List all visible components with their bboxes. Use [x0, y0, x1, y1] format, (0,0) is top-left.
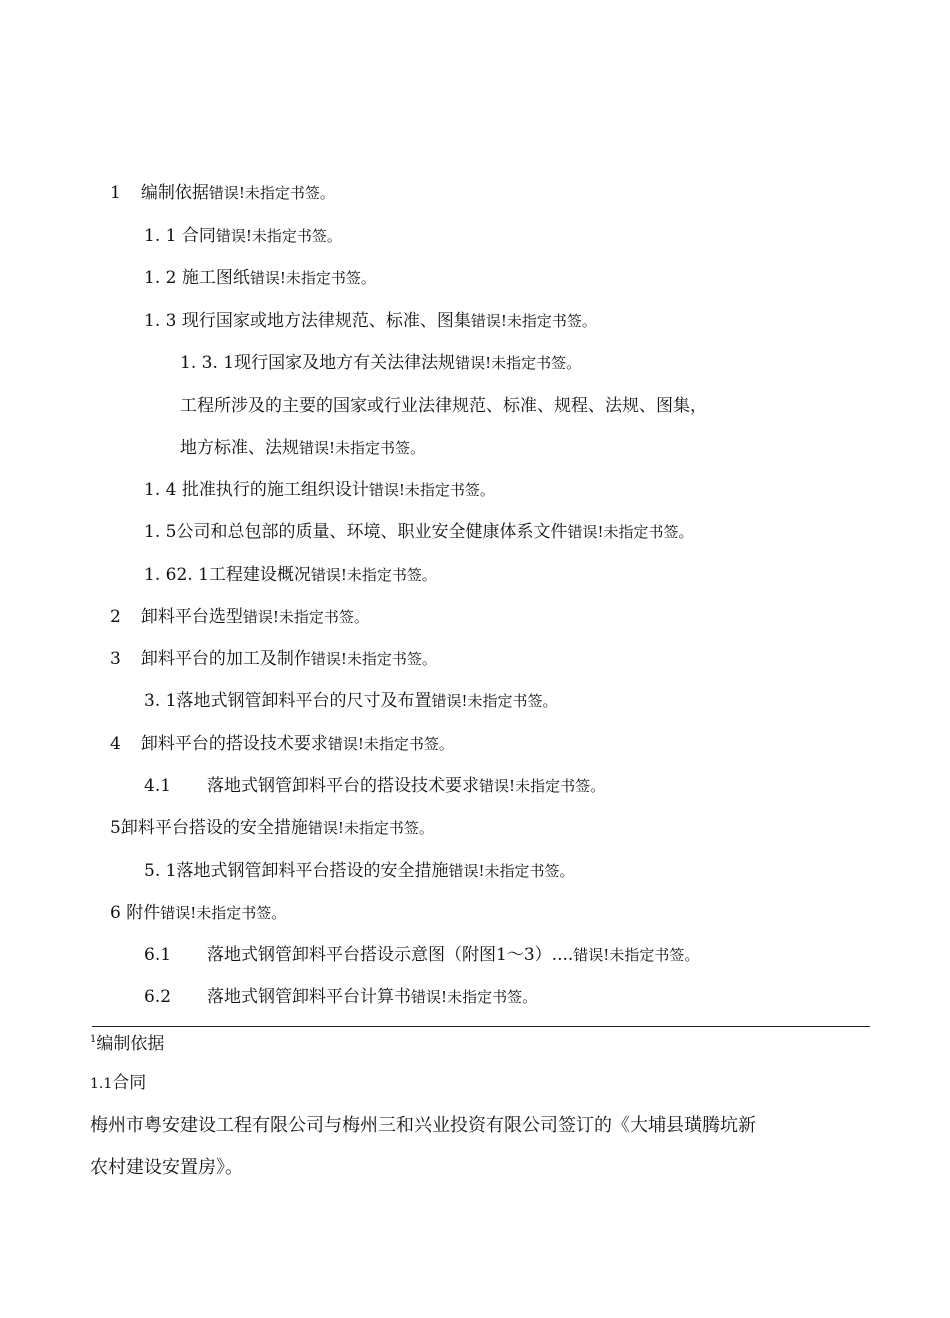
toc-entry-5[interactable]: 5卸料平台搭设的安全措施错误!未指定书签。 [110, 818, 434, 838]
divider [92, 1026, 870, 1027]
toc-entry-1-5[interactable]: 1. 5公司和总包部的质量、环境、职业安全健康体系文件错误!未指定书签。 [144, 522, 694, 542]
toc-entry-1[interactable]: 1 编制依据错误!未指定书签。 [110, 183, 335, 203]
toc-entry-4-1[interactable]: 4.1 落地式钢管卸料平台的搭设技术要求错误!未指定书签。 [144, 776, 606, 796]
section-heading-1-1: 1.1合同 [90, 1073, 147, 1093]
toc-entry-3[interactable]: 3 卸料平台的加工及制作错误!未指定书签。 [110, 649, 437, 669]
section-heading-1: $^1$编制依据 [90, 1034, 165, 1054]
toc-entry-1-3-1[interactable]: 1. 3. 1现行国家及地方有关法律法规错误!未指定书签。 [180, 353, 582, 373]
toc-entry-text-line-1: 工程所涉及的主要的国家或行业法律规范、标准、规程、法规、图集， [180, 396, 707, 416]
toc-entry-5-1[interactable]: 5. 1落地式钢管卸料平台搭设的安全措施错误!未指定书签。 [144, 861, 575, 881]
toc-entry-3-1[interactable]: 3. 1落地式钢管卸料平台的尺寸及布置错误!未指定书签。 [144, 691, 558, 711]
toc-entry-1-1[interactable]: 1. 1 合同错误!未指定书签。 [144, 226, 342, 246]
body-paragraph-line-1: 梅州市粤安建设工程有限公司与梅州三和兴业投资有限公司签订的《大埔县璜腾坑新 [90, 1115, 756, 1136]
toc-entry-2[interactable]: 2 卸料平台选型错误!未指定书签。 [110, 607, 369, 627]
toc-entry-6-2[interactable]: 6.2 落地式钢管卸料平台计算书错误!未指定书签。 [144, 987, 538, 1007]
toc-entry-6[interactable]: 6 附件错误!未指定书签。 [110, 903, 287, 923]
toc-entry-4[interactable]: 4 卸料平台的搭设技术要求错误!未指定书签。 [110, 734, 454, 754]
toc-entry-1-4[interactable]: 1. 4 批准执行的施工组织设计错误!未指定书签。 [144, 480, 495, 500]
toc-entry-1-3[interactable]: 1. 3 现行国家或地方法律规范、标准、图集错误!未指定书签。 [144, 311, 597, 331]
toc-entry-1-2[interactable]: 1. 2 施工图纸错误!未指定书签。 [144, 268, 376, 288]
body-paragraph-line-2: 农村建设安置房》。 [90, 1157, 243, 1178]
toc-entry-text-line-2[interactable]: 地方标准、法规错误!未指定书签。 [180, 438, 426, 458]
toc-entry-6-1[interactable]: 6.1 落地式钢管卸料平台搭设示意图（附图1〜3）....错误!未指定书签。 [144, 945, 700, 965]
toc-entry-1-62-1[interactable]: 1. 62. 1工程建设概况错误!未指定书签。 [144, 565, 437, 585]
